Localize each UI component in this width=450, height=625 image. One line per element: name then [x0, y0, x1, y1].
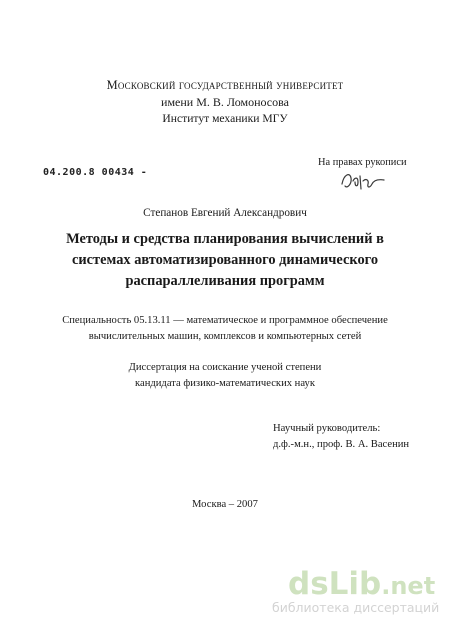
supervisor-name: д.ф.-м.н., проф. В. А. Васенин [273, 439, 410, 450]
place-year: Москва – 2007 [192, 499, 258, 510]
handwritten-signature [338, 168, 388, 194]
rights-note: На правах рукописи [318, 157, 407, 168]
university-name: Московский государственный университет [106, 78, 344, 92]
thesis-title-line-2: системах автоматизированного динамического [71, 252, 379, 268]
thesis-title-line-1: Методы и средства планирования вычислений в [66, 231, 384, 247]
degree-line-2: кандидата физико-математических наук [135, 378, 315, 389]
institute-name: Институт механики МГУ [162, 112, 288, 125]
watermark-brand-main: dsLib [288, 566, 382, 602]
supervisor-label: Научный руководитель: [273, 423, 381, 434]
named-after: имени М. В. Ломоносова [161, 95, 289, 109]
inventory-number: 04.200.8 00434 - [43, 167, 148, 178]
thesis-title-line-3: распараллеливания программ [125, 273, 325, 289]
degree-line-1: Диссертация на соискание ученой степени [128, 362, 322, 373]
specialty-line-1: Специальность 05.13.11 — математическое и программное обеспечение [62, 315, 388, 326]
dslib-watermark-logo [288, 567, 435, 603]
specialty-line-2: вычислительных машин, комплексов и компьютерных сетей [88, 331, 362, 342]
watermark-subtitle: библиотека диссертаций [272, 600, 440, 615]
author-name: Степанов Евгений Александрович [143, 207, 307, 219]
watermark-brand-tld: .net [381, 572, 436, 600]
